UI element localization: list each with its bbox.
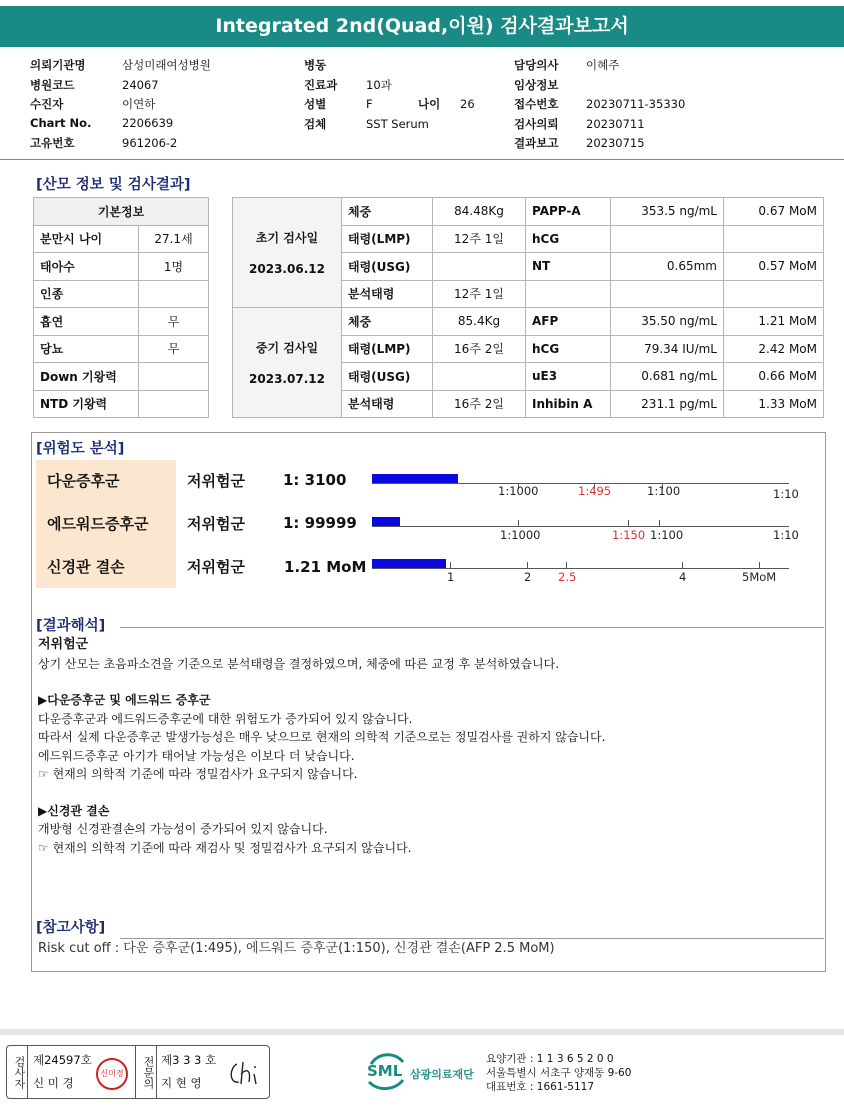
basic-value: 27.1세 [139,225,209,253]
report-title: Integrated 2nd(Quad,이원) 검사결과보고서 [0,6,844,47]
interpretation-line: ☞ 현재의 의학적 기준에 따라 재검사 및 정밀검사가 요구되지 않습니다. [38,840,412,855]
exam-label: 태령(LMP) [342,225,433,253]
scale-tick [450,562,451,568]
tester-label: 검사자 [7,1046,28,1098]
second-exam-date: 2023.07.12 [249,372,325,386]
interpretation-body [38,636,605,857]
header-col3 [514,57,685,155]
marker-mom: 2.42 MoM [724,335,824,363]
tick-label: 1:1000 [500,528,541,542]
risk-group: 저위험군 [187,515,245,533]
cutoff-tick-label: 2.5 [558,570,577,584]
risk-value: 1.21 MoM [284,558,367,576]
table-row [233,198,824,226]
marker-result: 79.34 IU/mL [611,335,724,363]
table-row [34,253,209,281]
basic-label: 흡연 [34,308,139,336]
marker-result: 0.65mm [611,253,724,281]
exam-label: 체중 [342,308,433,336]
exam-label: 태령(LMP) [342,335,433,363]
basic-label: 당뇨 [34,335,139,363]
scale-tick [628,520,629,526]
exam-value: 16주 2일 [433,390,526,418]
scale-tick [659,520,660,526]
marker-name: NT [526,253,611,281]
header-value: 20230711 [586,116,645,131]
risk-name: 신경관 결손 [47,558,125,576]
header-label: 검사의뢰 [514,116,559,131]
exam-value: 12주 1일 [433,280,526,308]
first-exam-label: 초기 검사일 [255,231,319,245]
exam-results-table [232,197,824,418]
footer-band [0,1029,844,1035]
marker-result [611,280,724,308]
basic-value: 무 [139,335,209,363]
exam-value [433,363,526,391]
header-col1 [30,57,211,155]
tester-no: 제24597호 [33,1053,92,1067]
exam-value: 12주 1일 [433,225,526,253]
interpretation-line: 에드워드증후군 아기가 태어날 가능성은 이보다 더 낮습니다. [38,748,355,763]
basic-label: 인종 [34,280,139,308]
marker-name: AFP [526,308,611,336]
table-row [34,335,209,363]
marker-mom: 0.57 MoM [724,253,824,281]
scale-tick [759,562,760,568]
interpretation-divider [120,627,824,628]
exam-label: 태령(USG) [342,253,433,281]
risk-scale-line [372,526,789,527]
interpretation-heading: 저위험군 [38,637,89,652]
header-value: 10과 [366,77,392,92]
org-phone: 대표번호 : 1661-5117 [486,1081,595,1093]
header-label: 고유번호 [30,136,75,150]
risk-group: 저위험군 [187,558,245,576]
expert-label: 전문의 [135,1046,157,1098]
header-label: 결과보고 [514,136,559,150]
header-label: 병동 [304,58,327,72]
logo-text: SML [367,1062,403,1080]
header-label: 임상정보 [514,77,559,92]
marker-mom [724,280,824,308]
header-divider [0,159,844,160]
risk-section-title: [위험도 분석] [36,441,125,457]
org-address: 서울특별시 서초구 양재동 9-60 [486,1067,632,1079]
basic-value [139,390,209,418]
header-label: 진료과 [304,77,338,92]
marker-result: 231.1 pg/mL [611,390,724,418]
stamp-image [96,1058,128,1090]
header-value: 2206639 [122,115,174,130]
header-label: Chart No. [30,115,92,130]
marker-mom: 0.66 MoM [724,363,824,391]
marker-result: 35.50 ng/mL [611,308,724,336]
marker-result [611,225,724,253]
signature-box [6,1045,270,1099]
scale-tick [527,562,528,568]
marker-name: hCG [526,335,611,363]
header-col2 [304,57,475,135]
tick-label: 1 [447,570,455,584]
tick-label: 1:10 [773,528,799,542]
tester-name: 신 미 경 [33,1076,74,1090]
marker-mom [724,225,824,253]
exam-value: 16주 2일 [433,335,526,363]
exam-label: 체중 [342,198,433,226]
header-label: 병원코드 [30,77,75,92]
interpretation-line: 따라서 실제 다운증후군 발생가능성은 매우 낮으므로 현재의 의학적 기준으로는 정밀검사를 권하지 않습니다. [38,730,606,744]
exam-value: 84.48Kg [433,198,526,226]
interpretation-line: 상기 산모는 초음파소견을 기준으로 분석태령을 결정하였으며, 체중에 따른 교정 후 분석하였습니다. [38,656,560,671]
interpretation-line: 다운증후군과 에드워드증후군에 대한 위험도가 증가되어 있지 않습니다. [38,711,413,726]
marker-name: Inhibin A [526,390,611,418]
header-value: 이연하 [122,97,156,111]
table-row [34,390,209,418]
tick-label: 2 [524,570,532,584]
header-value: 20230711-35330 [586,97,686,111]
org-name: 삼광의료재단 [410,1068,474,1081]
table-row [233,308,824,336]
risk-value: 1: 99999 [283,514,357,532]
risk-value: 1: 3100 [283,471,347,489]
scale-tick [518,520,519,526]
exam-label: 태령(USG) [342,363,433,391]
header-label: 담당의사 [514,58,559,72]
marker-name: uE3 [526,363,611,391]
basic-info-table [33,197,209,418]
header-label: 검체 [304,116,327,131]
risk-group: 저위험군 [187,472,245,490]
marker-name: hCG [526,225,611,253]
table-row [34,225,209,253]
basic-label: 분만시 나이 [34,225,139,253]
header-value: 961206-2 [122,136,178,150]
risk-bar-down [372,474,458,483]
age-value: 26 [460,97,475,111]
interpretation-title: [결과해석] [36,618,106,634]
header-label: 성별 [304,97,327,111]
reference-text: Risk cut off : 다운 증후군(1:495), 에드워드 증후군(1:150), 신경관 결손(AFP 2.5 MoM) [38,941,555,956]
cutoff-tick-label: 1:495 [578,484,612,498]
tick-label: 1:100 [647,484,681,498]
exam-value: 85.4Kg [433,308,526,336]
interpretation-subheading: ▶다운증후군 및 에드워드 증후군 [38,693,211,707]
first-exam-cell [233,198,342,308]
basic-value [139,363,209,391]
exam-label: 분석태령 [342,280,433,308]
age-label: 나이 [418,97,441,111]
risk-scale-line [372,568,789,569]
second-exam-label: 중기 검사일 [255,341,319,355]
scale-tick [566,562,567,568]
signature-image [225,1056,263,1090]
tick-label: 1:100 [650,528,684,542]
marker-mom: 0.67 MoM [724,198,824,226]
header-value: F [366,97,373,111]
interpretation-line: ☞ 현재의 의학적 기준에 따라 정밀검사가 요구되지 않습니다. [38,767,358,781]
risk-name: 에드워드증후군 [47,515,149,533]
header-label: 접수번호 [514,97,559,111]
tick-label: 1:10 [773,487,799,501]
header-value: 삼성미래여성병원 [122,58,211,72]
org-info [486,1052,631,1094]
scale-tick [682,562,683,568]
cutoff-tick-label: 1:150 [612,528,646,542]
reference-title: [참고사항] [36,920,106,936]
table-row [34,280,209,308]
interpretation-subheading: ▶신경관 결손 [38,803,110,818]
mother-section-title: [산모 정보 및 검사결과] [36,177,191,193]
marker-name: PAPP-A [526,198,611,226]
table-row [34,308,209,336]
interpretation-line: 개방형 신경관결손의 가능성이 증가되어 있지 않습니다. [38,822,328,836]
basic-label: 태아수 [34,253,139,281]
marker-name [526,280,611,308]
basic-value [139,280,209,308]
tick-label: 1:1000 [498,484,539,498]
basic-value: 무 [139,308,209,336]
stamp-text: 신미경 [100,1069,124,1078]
header-value: 24067 [122,77,159,92]
tick-label: 5MoM [742,570,777,584]
reference-divider [120,938,824,939]
sml-logo [365,1052,407,1093]
risk-bar-ntd [372,559,446,568]
header-label: 수진자 [30,97,64,111]
header-value: 20230715 [586,136,645,150]
header-value: SST Serum [366,116,429,131]
exam-value [433,253,526,281]
first-exam-date: 2023.06.12 [249,262,325,276]
risk-bar-edwards [372,517,400,526]
expert-name: 지 현 영 [161,1076,202,1090]
marker-mom: 1.33 MoM [724,390,824,418]
header-value: 이혜주 [586,58,620,72]
risk-name: 다운증후군 [47,472,120,490]
care-no: 요양기관 : 1 1 3 6 5 2 0 0 [486,1053,614,1065]
basic-label: NTD 기왕력 [34,390,139,418]
second-exam-cell [233,308,342,418]
exam-label: 분석태령 [342,390,433,418]
expert-no: 제3 3 3 호 [161,1053,217,1067]
tick-label: 4 [679,570,687,584]
marker-result: 353.5 ng/mL [611,198,724,226]
basic-value: 1명 [139,253,209,281]
header-label: 의뢰기관명 [30,58,86,72]
marker-result: 0.681 ng/mL [611,363,724,391]
basic-label: Down 기왕력 [34,363,139,391]
basic-info-header: 기본정보 [34,198,209,226]
marker-mom: 1.21 MoM [724,308,824,336]
table-row [34,363,209,391]
